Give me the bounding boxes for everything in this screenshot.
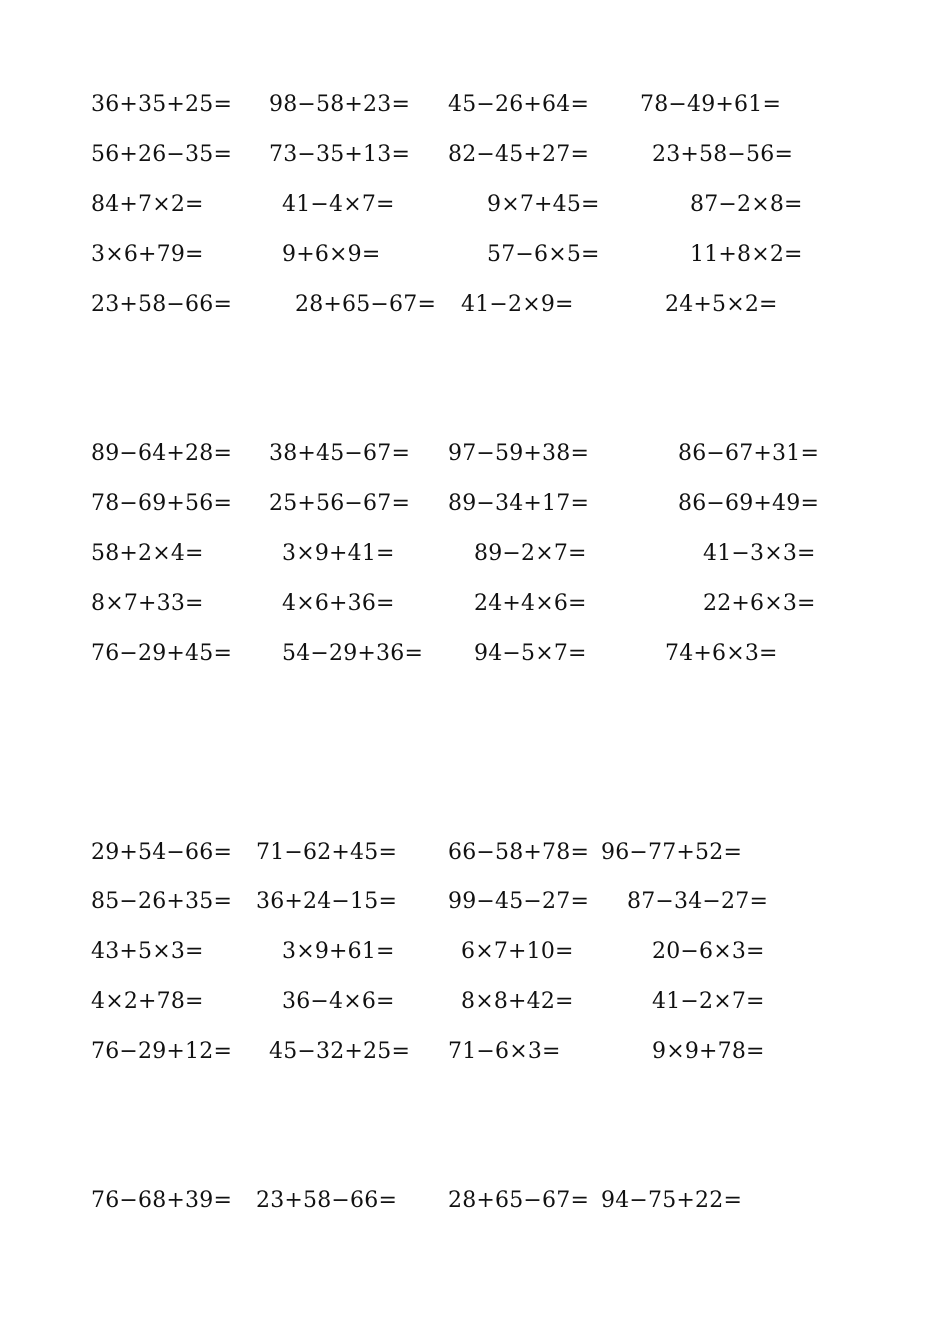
problem: 38+45−67= xyxy=(269,441,411,466)
problem: 22+6×3= xyxy=(703,591,816,616)
problem: 23+58−66= xyxy=(256,1188,398,1213)
problem: 41−4×7= xyxy=(282,192,395,217)
problem: 98−58+23= xyxy=(269,92,411,117)
problem: 89−2×7= xyxy=(474,541,587,566)
problem: 86−67+31= xyxy=(678,441,820,466)
problem: 9×7+45= xyxy=(487,192,600,217)
problem: 45−32+25= xyxy=(269,1039,411,1064)
problem: 4×2+78= xyxy=(91,989,204,1014)
problem: 86−69+49= xyxy=(678,491,820,516)
problem: 84+7×2= xyxy=(91,192,204,217)
problem: 97−59+38= xyxy=(448,441,590,466)
problem: 66−58+78= xyxy=(448,840,590,865)
problem: 24+4×6= xyxy=(474,591,587,616)
problem: 89−64+28= xyxy=(91,441,233,466)
problem: 23+58−66= xyxy=(91,292,233,317)
problem: 28+65−67= xyxy=(448,1188,590,1213)
problem: 71−6×3= xyxy=(448,1039,561,1064)
problem: 56+26−35= xyxy=(91,142,233,167)
problem: 54−29+36= xyxy=(282,641,424,666)
problem: 11+8×2= xyxy=(690,242,803,267)
problem: 36+35+25= xyxy=(91,92,233,117)
problem: 74+6×3= xyxy=(665,641,778,666)
problem: 8×7+33= xyxy=(91,591,204,616)
problem: 73−35+13= xyxy=(269,142,411,167)
problem: 23+58−56= xyxy=(652,142,794,167)
problem: 4×6+36= xyxy=(282,591,395,616)
problem: 87−2×8= xyxy=(690,192,803,217)
problem: 76−68+39= xyxy=(91,1188,233,1213)
problem: 41−3×3= xyxy=(703,541,816,566)
problem: 87−34−27= xyxy=(627,889,769,914)
problem: 78−49+61= xyxy=(640,92,782,117)
problem: 58+2×4= xyxy=(91,541,204,566)
problem: 20−6×3= xyxy=(652,939,765,964)
problem: 96−77+52= xyxy=(601,840,743,865)
problem: 3×6+79= xyxy=(91,242,204,267)
problem: 76−29+45= xyxy=(91,641,233,666)
problem: 71−62+45= xyxy=(256,840,398,865)
problem: 41−2×9= xyxy=(461,292,574,317)
problem: 45−26+64= xyxy=(448,92,590,117)
problem: 36+24−15= xyxy=(256,889,398,914)
problem: 24+5×2= xyxy=(665,292,778,317)
problem: 41−2×7= xyxy=(652,989,765,1014)
problem: 57−6×5= xyxy=(487,242,600,267)
problem: 3×9+41= xyxy=(282,541,395,566)
problem: 36−4×6= xyxy=(282,989,395,1014)
problem: 9+6×9= xyxy=(282,242,381,267)
problem: 94−5×7= xyxy=(474,641,587,666)
problem: 89−34+17= xyxy=(448,491,590,516)
problem: 43+5×3= xyxy=(91,939,204,964)
problem: 8×8+42= xyxy=(461,989,574,1014)
problem: 6×7+10= xyxy=(461,939,574,964)
problem: 3×9+61= xyxy=(282,939,395,964)
problem: 99−45−27= xyxy=(448,889,590,914)
problem: 29+54−66= xyxy=(91,840,233,865)
problem: 78−69+56= xyxy=(91,491,233,516)
problem: 25+56−67= xyxy=(269,491,411,516)
problem: 85−26+35= xyxy=(91,889,233,914)
problem: 94−75+22= xyxy=(601,1188,743,1213)
problem: 9×9+78= xyxy=(652,1039,765,1064)
problem: 28+65−67= xyxy=(295,292,437,317)
problem: 76−29+12= xyxy=(91,1039,233,1064)
problem: 82−45+27= xyxy=(448,142,590,167)
